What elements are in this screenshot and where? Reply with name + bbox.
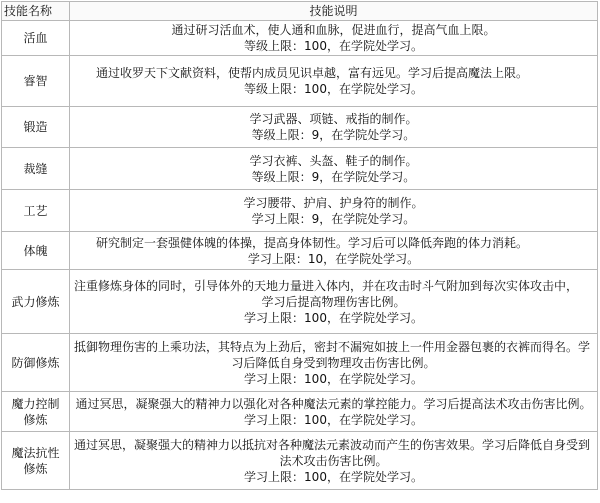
description-text-continued: 法术攻击伤害比例。 bbox=[279, 453, 388, 468]
description-text: 学习腰带、护肩、护身符的制作。 bbox=[243, 195, 424, 210]
skill-table bbox=[1, 1, 598, 490]
level-limit-text: 学习上限：100，在学院处学习。 bbox=[244, 469, 423, 484]
skill-description bbox=[70, 107, 598, 148]
table-row bbox=[2, 107, 598, 148]
skill-description bbox=[70, 392, 598, 432]
skill-name: 锻造 bbox=[2, 107, 70, 148]
table-row bbox=[2, 21, 598, 56]
level-limit-text: 学习上限：100，在学院处学习。 bbox=[244, 412, 423, 427]
skill-table-container bbox=[1, 1, 597, 490]
skill-description bbox=[70, 148, 598, 190]
skill-description bbox=[70, 334, 598, 392]
table-row bbox=[2, 232, 598, 270]
description-text-continued: 学习后提高物理伤害比例。 bbox=[261, 294, 406, 309]
level-limit-text: 等级上限：9，在学院处学习。 bbox=[251, 128, 416, 142]
table-row bbox=[2, 148, 598, 190]
table-row bbox=[2, 334, 598, 392]
description-text: 注重修炼身体的同时，引导体外的天地力量进入体内，并在攻击时斗气附加到每次实体攻击中， bbox=[74, 278, 579, 293]
skill-name: 活血 bbox=[2, 21, 70, 56]
skill-description bbox=[70, 432, 598, 490]
description-text: 学习衣裤、头盔、鞋子的制作。 bbox=[249, 153, 418, 168]
table-row bbox=[2, 190, 598, 232]
header-skill-name: 技能名称 bbox=[2, 2, 70, 21]
description-text: 通过冥思，凝聚强大的精神力以强化对各种魔法元素的掌控能力。学习后提高法术攻击伤害比例。 bbox=[75, 396, 592, 411]
table-row bbox=[2, 432, 598, 490]
skill-name: 魔力控制修炼 bbox=[2, 392, 70, 432]
table-row bbox=[2, 56, 598, 107]
level-limit-text: 学习上限：10，在学院处学习。 bbox=[247, 251, 420, 266]
level-limit-text: 等级上限：9，在学院处学习。 bbox=[251, 169, 416, 184]
skill-name: 裁缝 bbox=[2, 148, 70, 190]
description-text: 通过研习活血术，使人通和血脉，促进血行，提高气血上限。 bbox=[171, 23, 496, 37]
level-limit-text: 学习上限：100，在学院处学习。 bbox=[244, 371, 423, 386]
description-text: 学习武器、项链、戒指的制作。 bbox=[249, 112, 418, 126]
skill-name: 工艺 bbox=[2, 190, 70, 232]
skill-description bbox=[70, 190, 598, 232]
skill-name: 魔法抗性修炼 bbox=[2, 432, 70, 490]
table-row bbox=[2, 270, 598, 334]
skill-description bbox=[70, 21, 598, 56]
description-text-continued: 习后降低自身受到物理攻击伤害比例。 bbox=[231, 355, 436, 370]
skill-description bbox=[70, 56, 598, 107]
description-text: 研究制定一套强健体魄的体操，提高身体韧性。学习后可以降低奔跑的体力消耗。 bbox=[96, 235, 529, 250]
level-limit-text: 等级上限：100，在学院处学习。 bbox=[244, 82, 423, 96]
description-text: 抵御物理伤害的上乘功法，其特点为上劲后，密封不漏宛如披上一件用金器包裹的衣裤而得名。学 bbox=[74, 339, 591, 354]
description-text: 通过收罗天下文献资料，使帮内成员见识卓越，富有远见。学习后提高魔法上限。 bbox=[96, 66, 529, 80]
skill-name: 武力修炼 bbox=[2, 270, 70, 334]
skill-description bbox=[70, 232, 598, 270]
skill-name: 防御修炼 bbox=[2, 334, 70, 392]
skill-description bbox=[70, 270, 598, 334]
level-limit-text: 学习上限：100，在学院处学习。 bbox=[244, 310, 423, 325]
table-row bbox=[2, 392, 598, 432]
skill-name: 睿智 bbox=[2, 56, 70, 107]
header-row bbox=[2, 2, 598, 21]
header-skill-description: 技能说明 bbox=[70, 2, 598, 21]
description-text: 通过冥思，凝聚强大的精神力以抵抗对各种魔法元素波动而产生的伤害效果。学习后降低自身受到 bbox=[74, 437, 591, 452]
level-limit-text: 学习上限：9，在学院处学习。 bbox=[251, 211, 416, 226]
level-limit-text: 等级上限：100，在学院处学习。 bbox=[244, 39, 423, 53]
skill-name: 体魄 bbox=[2, 232, 70, 270]
